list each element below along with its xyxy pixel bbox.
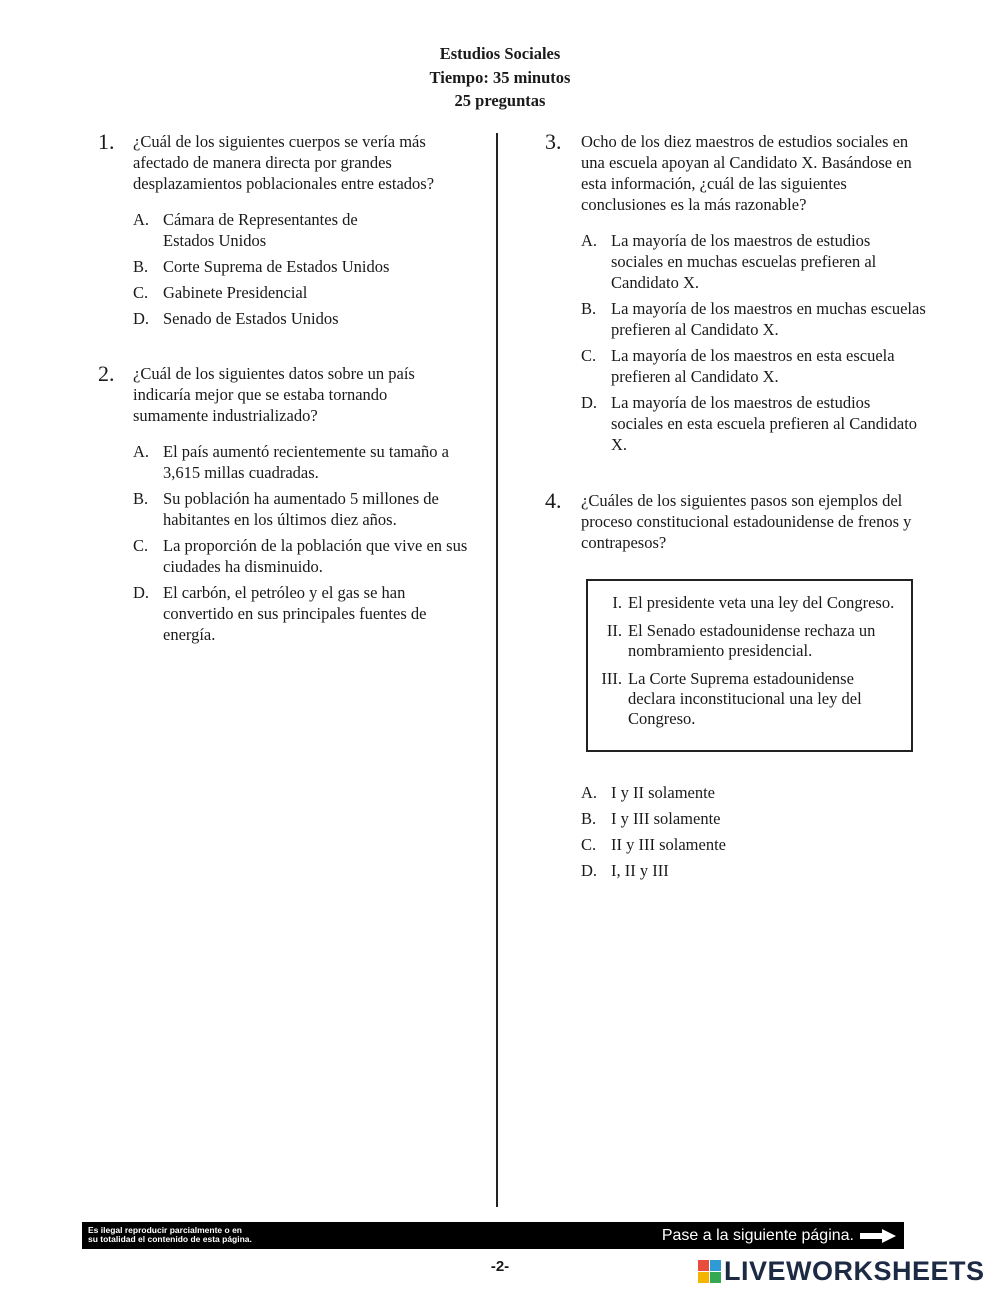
next-page-indicator: [662, 1225, 896, 1246]
option-letter: C.: [581, 835, 597, 854]
option-letter: C.: [581, 346, 597, 365]
option-letter: B.: [581, 809, 597, 828]
question-2-number: 2.: [98, 361, 115, 386]
question-3-text: Ocho de los diez maestros de estudios sociales en una escuela apoyan al Candidato X. Basándose en esta información, ¿cuál de las siguientes conclusiones es la más razonable?: [581, 132, 912, 214]
option-text: La mayoría de los maestros de estudios sociales en esta escuela prefieren al Candidato X.: [611, 393, 918, 454]
option-text: El carbón, el petróleo y el gas se han convertido en sus principales fuentes de energía.: [163, 583, 427, 644]
next-page-text: Pase a la siguiente página.: [661, 1227, 854, 1244]
statement-numeral: II.: [606, 621, 622, 640]
option-text: Corte Suprema de Estados Unidos: [163, 257, 390, 276]
question-3: [581, 131, 926, 460]
column-divider: [496, 133, 498, 1207]
statement-iii: [588, 669, 911, 729]
arrow-right-icon: [860, 1229, 896, 1243]
question-3-option-b[interactable]: [581, 298, 926, 340]
option-text: II y III solamente: [611, 835, 726, 854]
question-1: [133, 131, 473, 334]
brand-name: LIVEWORKSHEETS: [724, 1256, 985, 1286]
question-4-option-a[interactable]: [581, 782, 941, 803]
time-limit: Tiempo: 35 minutos: [429, 67, 571, 87]
question-4: [581, 490, 921, 553]
option-letter: B.: [581, 299, 597, 318]
option-text: El país aumentó recientemente su tamaño a 3,615 millas cuadradas.: [163, 442, 449, 482]
option-text: Cámara de Representantes de Estados Unidos: [163, 210, 358, 250]
option-letter: D.: [581, 861, 598, 880]
question-4-text: ¿Cuáles de los siguientes pasos son ejemplos del proceso constitucional estadounidense de frenos y contrapesos?: [581, 491, 912, 552]
option-text: I, II y III: [611, 861, 669, 880]
option-letter: A.: [581, 231, 598, 250]
logo-square-3: [698, 1272, 709, 1283]
question-4-number: 4.: [545, 488, 562, 513]
liveworksheets-brand[interactable]: [698, 1256, 985, 1286]
option-text: Senado de Estados Unidos: [163, 309, 339, 328]
option-letter: D.: [133, 309, 150, 328]
question-1-option-c[interactable]: [133, 282, 473, 303]
option-text: Su población ha aumentado 5 millones de habitantes en los últimos diez años.: [163, 489, 439, 529]
statement-ii: [588, 621, 911, 661]
statement-i: [588, 593, 911, 613]
question-4-option-c[interactable]: [581, 834, 941, 855]
option-text: I y II solamente: [611, 783, 716, 802]
statement-text: La Corte Suprema estadounidense declara inconstitucional una ley del Congreso.: [628, 669, 862, 728]
statements-box: [586, 579, 913, 752]
option-letter: B.: [133, 489, 149, 508]
question-2-option-d[interactable]: [133, 582, 473, 645]
option-letter: D.: [581, 393, 598, 412]
logo-square-2: [710, 1260, 721, 1271]
question-2-option-a[interactable]: [133, 441, 473, 483]
option-letter: D.: [133, 583, 150, 602]
statement-text: El Senado estadounidense rechaza un nombramiento presidencial.: [628, 621, 876, 660]
statement-numeral: I.: [612, 593, 622, 612]
statement-numeral: III.: [601, 669, 622, 688]
logo-square-4: [710, 1272, 721, 1283]
question-4-option-d[interactable]: [581, 860, 941, 881]
liveworksheets-logo: [698, 1260, 721, 1283]
question-2-option-b[interactable]: [133, 488, 473, 530]
option-text: Gabinete Presidencial: [163, 283, 308, 302]
footer-bar: [82, 1222, 904, 1249]
question-2-text: ¿Cuál de los siguientes datos sobre un país indicaría mejor que se estaba tornando sumamente industrializado?: [133, 364, 415, 425]
option-letter: A.: [133, 210, 150, 229]
option-text: La proporción de la población que vive en sus ciudades ha disminuido.: [163, 536, 468, 576]
option-letter: A.: [581, 783, 598, 802]
question-4-options: [581, 782, 941, 886]
option-letter: A.: [133, 442, 150, 461]
question-2-option-c[interactable]: [133, 535, 473, 577]
statement-text: El presidente veta una ley del Congreso.: [628, 593, 895, 612]
logo-square-1: [698, 1260, 709, 1271]
option-text: La mayoría de los maestros en esta escuela prefieren al Candidato X.: [611, 346, 895, 386]
question-2: [133, 363, 473, 650]
option-letter: C.: [133, 283, 149, 302]
question-count: 25 preguntas: [454, 91, 546, 110]
legal-notice: [88, 1226, 252, 1244]
subject-title: Estudios Sociales: [439, 44, 561, 63]
page-number: -2-: [490, 1258, 510, 1275]
legal-line-1: Es ilegal reproducir parcialmente o en: [88, 1225, 242, 1235]
question-4-option-b[interactable]: [581, 808, 941, 829]
question-3-option-a[interactable]: [581, 230, 926, 293]
question-1-number: 1.: [98, 129, 115, 154]
option-letter: C.: [133, 536, 149, 555]
page-header: [0, 42, 1000, 113]
option-text: La mayoría de los maestros de estudios sociales en muchas escuelas prefieren al Candidato X.: [611, 231, 877, 292]
question-1-option-a[interactable]: [133, 209, 405, 251]
question-1-option-b[interactable]: [133, 256, 473, 277]
question-3-option-d[interactable]: [581, 392, 926, 455]
question-1-text: ¿Cuál de los siguientes cuerpos se vería más afectado de manera directa por grandes desplazamientos poblacionales entre estados?: [133, 132, 435, 193]
option-letter: B.: [133, 257, 149, 276]
question-3-option-c[interactable]: [581, 345, 926, 387]
question-3-number: 3.: [545, 129, 562, 154]
legal-line-2: su totalidad el contenido de esta página.: [88, 1234, 252, 1244]
option-text: La mayoría de los maestros en muchas escuelas prefieren al Candidato X.: [611, 299, 926, 339]
option-text: I y III solamente: [611, 809, 721, 828]
question-1-option-d[interactable]: [133, 308, 473, 329]
